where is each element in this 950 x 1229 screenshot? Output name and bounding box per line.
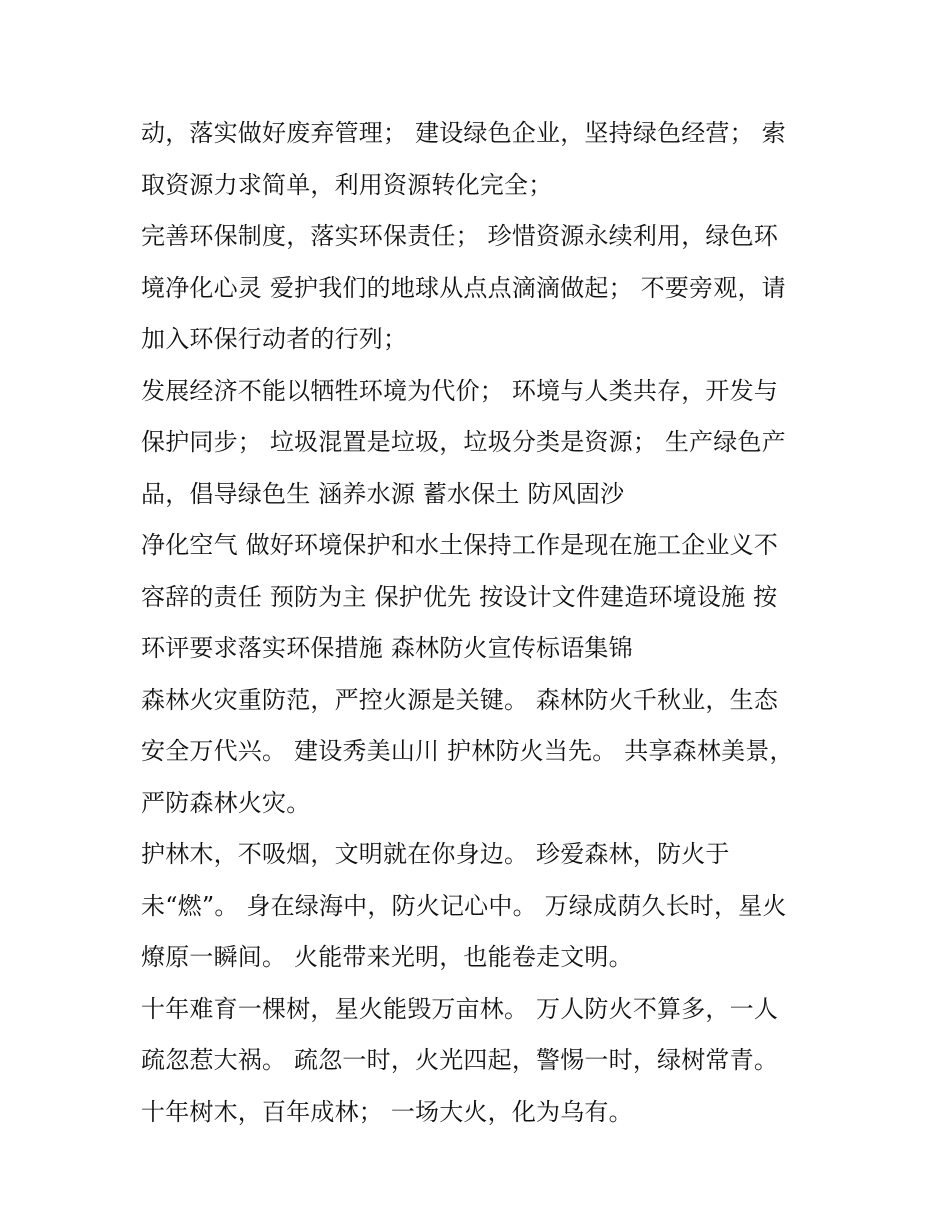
text-line: 疏忽惹大祸。 疏忽一时，火光四起，警惕一时，绿树常青。 bbox=[141, 1046, 779, 1074]
text-line: 森林火灾重防范，严控火源是关键。 森林防火千秋业，生态 bbox=[141, 685, 779, 714]
text-line: 安全万代兴。 建设秀美山川 护林防火当先。 共享森林美景， bbox=[141, 737, 794, 765]
document-body bbox=[141, 108, 809, 1138]
text-line: 完善环保制度，落实环保责任； 珍惜资源永续利用，绿色环 bbox=[141, 222, 779, 250]
text-line: 未“燃”。 身在绿海中，防火记心中。 万绿成荫久长时，星火 bbox=[141, 891, 787, 920]
text-line: 发展经济不能以牺牲环境为代价； 环境与人类共存，开发与 bbox=[141, 376, 779, 405]
text-line: 环评要求落实环保措施 森林防火宣传标语集锦 bbox=[141, 634, 633, 662]
text-line: 净化空气 做好环境保护和水土保持工作是现在施工企业义不 bbox=[141, 531, 779, 559]
text-line: 严防森林火灾。 bbox=[141, 788, 311, 817]
text-line: 动，落实做好废弃管理； 建设绿色企业，坚持绿色经营； 索 bbox=[141, 119, 786, 147]
text-line: 品，倡导绿色生 涵养水源 蓄水保土 防风固沙 bbox=[141, 479, 625, 508]
text-line: 取资源力求简单，利用资源转化完全； bbox=[141, 170, 553, 199]
text-line: 容辞的责任 预防为主 保护优先 按设计文件建造环境设施 按 bbox=[141, 582, 778, 611]
text-line: 燎原一瞬间。 火能带来光明，也能卷走文明。 bbox=[141, 943, 633, 971]
text-line: 加入环保行动者的行列； bbox=[141, 325, 408, 353]
text-line: 境净化心灵 爱护我们的地球从点点滴滴做起； 不要旁观，请 bbox=[141, 273, 786, 302]
text-line: 十年难育一棵树，星火能毁万亩林。 万人防火不算多，一人 bbox=[141, 994, 779, 1023]
text-line: 十年树木，百年成林； 一场大火，化为乌有。 bbox=[141, 1097, 633, 1126]
text-line: 护林木，不吸烟，文明就在你身边。 珍爱森林，防火于 bbox=[141, 840, 730, 868]
text-line: 保护同步； 垃圾混置是垃圾，垃圾分类是资源； 生产绿色产 bbox=[141, 428, 786, 456]
